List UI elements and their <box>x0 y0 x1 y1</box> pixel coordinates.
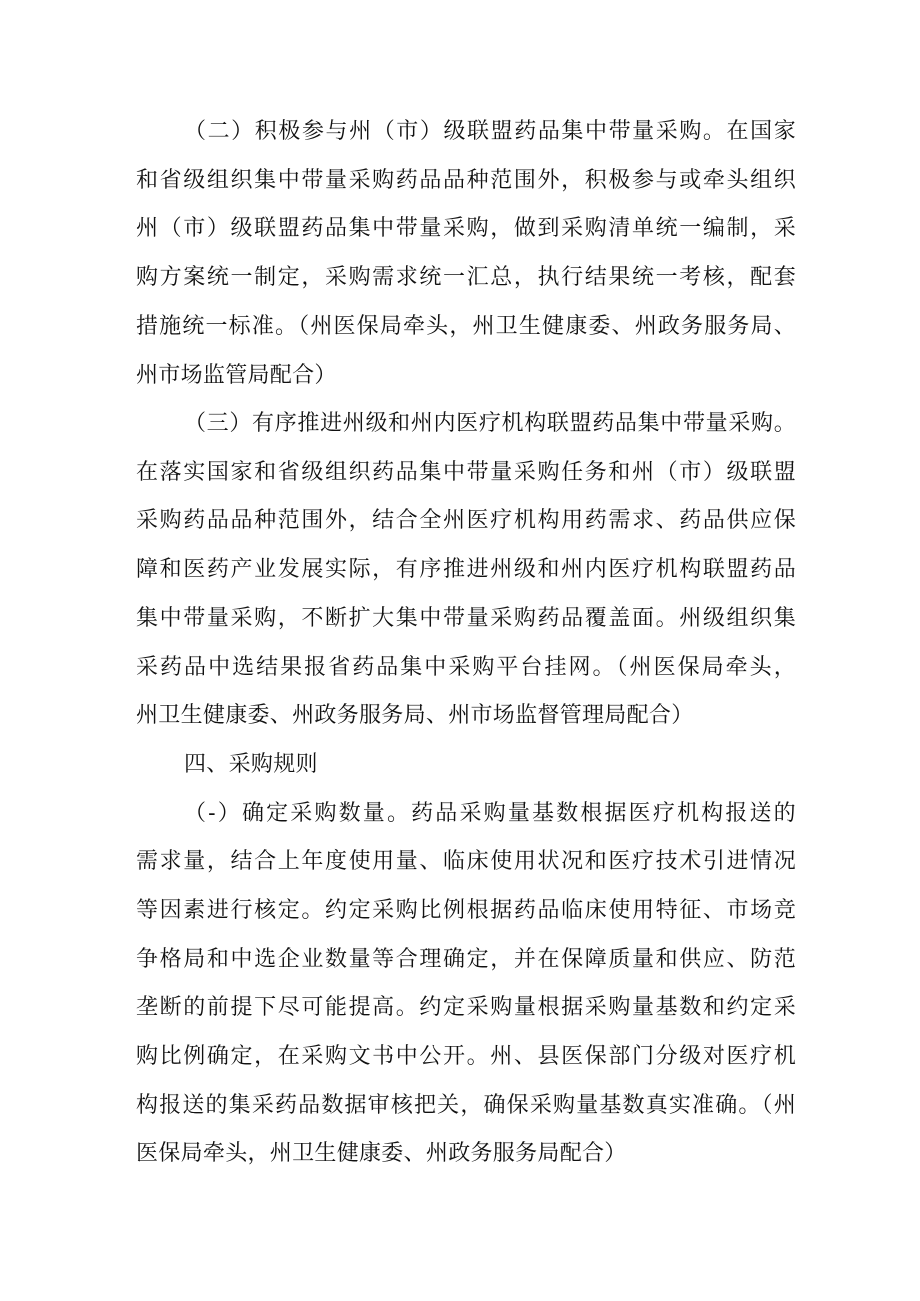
para-4-line-2: 需求量，结合上年度使用量、临床使用状况和医疗技术引进情况 <box>136 849 798 874</box>
para-4-line-7: 构报送的集采药品数据审核把关，确保采购量基数真实准确。（州 <box>136 1093 797 1118</box>
para-3-line-1: （三）有序推进州级和州内医疗机构联盟药品集中带量采购。 <box>184 411 797 436</box>
section-heading: 四、采购规则 <box>184 752 318 777</box>
para-4-line-1: （-）确定采购数量。药品采购量基数根据医疗机构报送的 <box>184 801 798 826</box>
para-3-line-2: 在落实国家和省级组织药品集中带量采购任务和州（市）级联盟 <box>136 460 798 485</box>
para-3-line-7: 州卫生健康委、州政务服务局、州市场监督管理局配合） <box>136 703 694 728</box>
para-2-line-6: 州市场监管局配合） <box>136 363 337 388</box>
para-4-line-4: 争格局和中选企业数量等合理确定，并在保障质量和供应、防范 <box>136 947 798 972</box>
para-4-line-3: 等因素进行核定。约定采购比例根据药品临床使用特征、市场竞 <box>136 898 798 923</box>
para-3-line-5: 集中带量采购，不断扩大集中带量采购药品覆盖面。州级组织集 <box>136 606 798 631</box>
para-4-line-6: 购比例确定，在采购文书中公开。州、县医保部门分级对医疗机 <box>136 1044 798 1069</box>
para-4-line-5: 垄断的前提下尽可能提高。约定采购量根据采购量基数和约定采 <box>136 995 798 1020</box>
para-3-line-4: 障和医药产业发展实际，有序推进州级和州内医疗机构联盟药品 <box>136 557 798 582</box>
para-3-line-3: 采购药品品种范围外，结合全州医疗机构用药需求、药品供应保 <box>136 508 798 533</box>
para-2-line-4: 购方案统一制定，采购需求统一汇总，执行结果统一考核，配套 <box>136 265 798 290</box>
para-4-line-8: 医保局牵头，州卫生健康委、州政务服务局配合） <box>136 1141 627 1166</box>
para-3-line-6: 采药品中选结果报省药品集中采购平台挂网。（州医保局牵头， <box>136 655 798 680</box>
para-2-line-2: 和省级组织集中带量采购药品品种范围外，积极参与或牵头组织 <box>136 168 798 193</box>
para-2-line-3: 州（市）级联盟药品集中带量采购，做到采购清单统一编制，采 <box>136 216 798 241</box>
para-2-line-1: （二）积极参与州（市）级联盟药品集中带量采购。在国家 <box>184 119 798 144</box>
para-2-line-5: 措施统一标准。（州医保局牵头，州卫生健康委、州政务服务局、 <box>136 314 797 339</box>
